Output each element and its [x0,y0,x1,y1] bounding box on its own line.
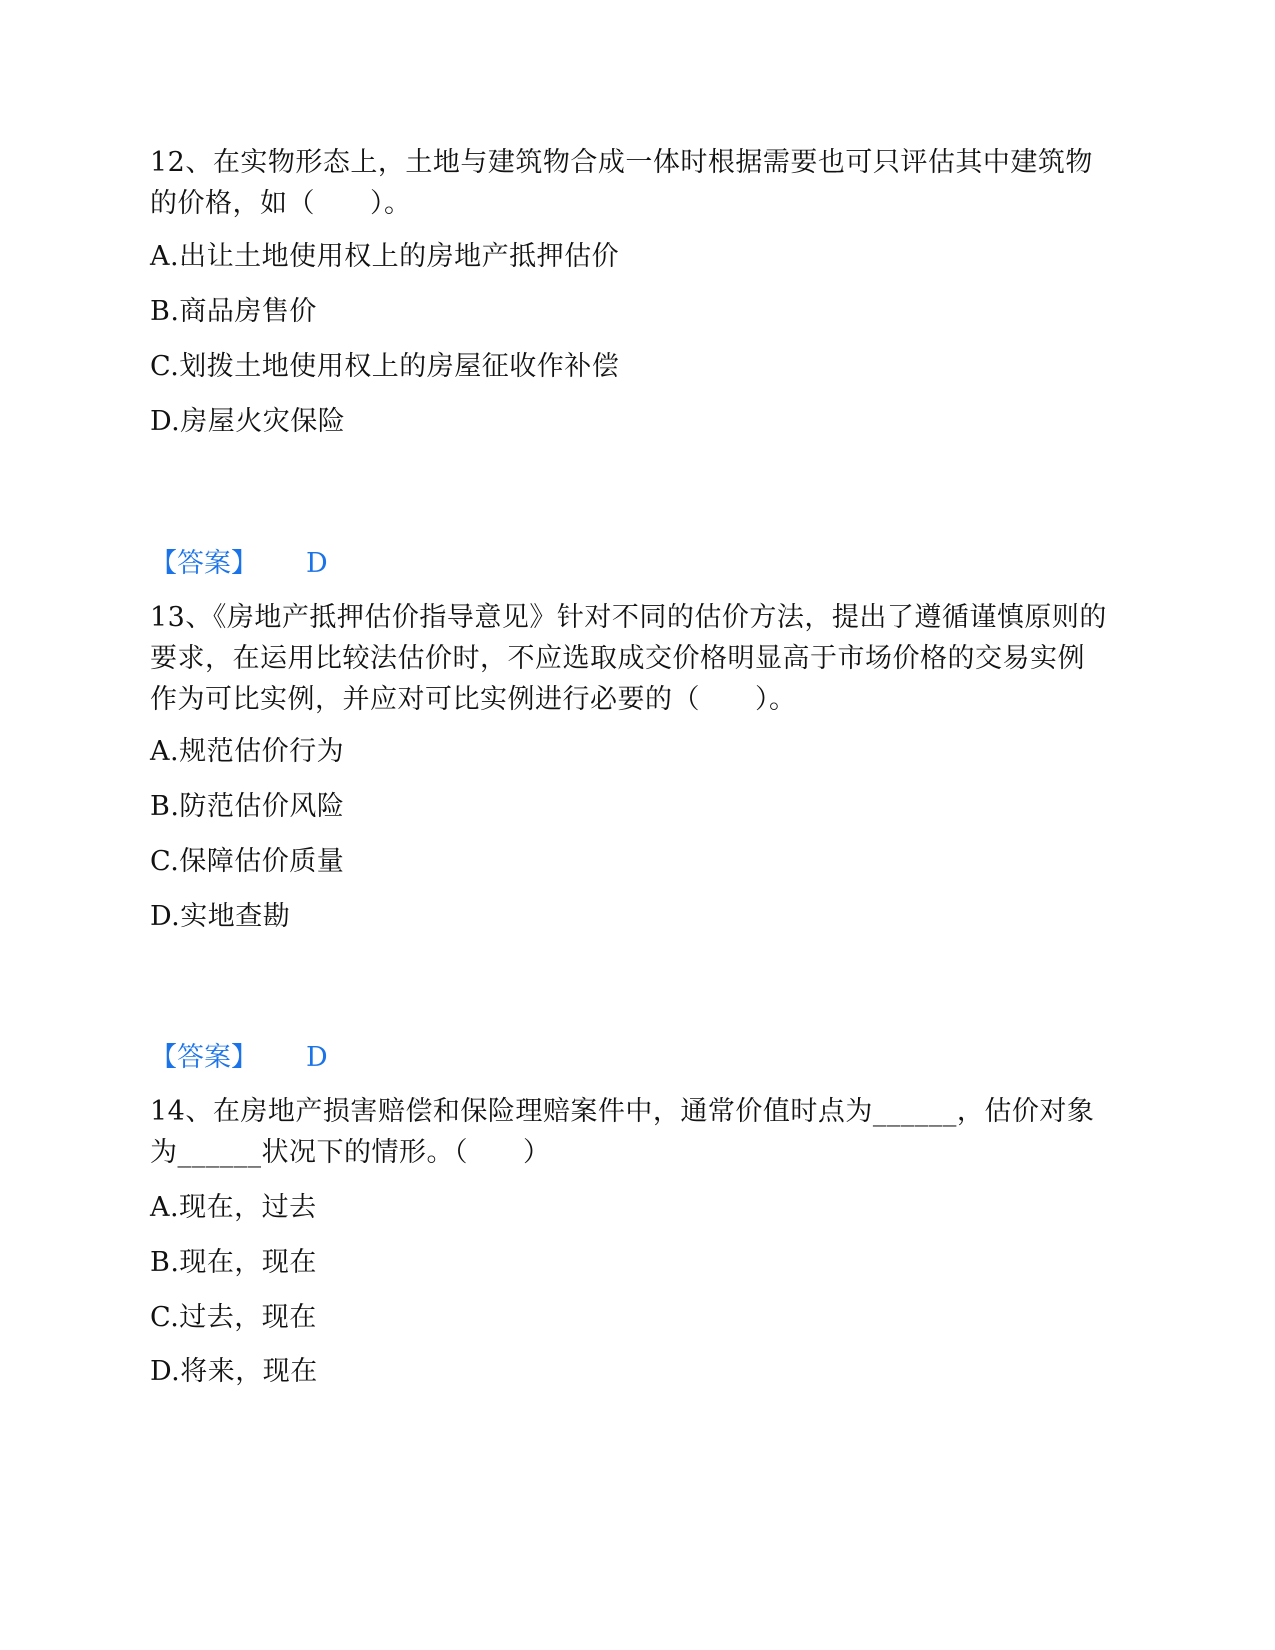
answer-value: D [306,548,328,579]
question-12 [150,142,1110,224]
option-d: D.将来，现在 [150,1356,318,1387]
option-b: B.商品房售价 [150,296,317,327]
answer-label: 【答案】 [150,1042,258,1073]
option-a: A.出让土地使用权上的房地产抵押估价 [150,241,620,272]
question-12-option-a [150,236,1110,277]
option-b: B.现在，现在 [150,1247,317,1278]
option-d: D.实地查勘 [150,901,291,932]
answer-12 [150,546,328,582]
option-a: A.现在，过去 [150,1192,317,1223]
question-12-option-d [150,401,1110,442]
question-13-option-a [150,731,1110,772]
question-14-option-c [150,1297,1110,1338]
answer-13 [150,1040,328,1076]
question-13 [150,597,1110,720]
question-14-option-d [150,1351,1110,1392]
question-stem: 12、在实物形态上，土地与建筑物合成一体时根据需要也可只评估其中建筑物的价格，如（ ）。 [150,147,1093,219]
question-stem: 13、《房地产抵押估价指导意见》针对不同的估价方法，提出了遵循谨慎原则的要求，在运用比较法估价时，不应选取成交价格明显高于市场价格的交易实例作为可比实例，并应对可比实例进行必要的（ ）。 [150,602,1107,715]
question-14-option-b [150,1242,1110,1283]
option-c: C.划拨土地使用权上的房屋征收作补偿 [150,351,620,382]
question-13-option-c [150,841,1110,882]
option-a: A.规范估价行为 [150,736,345,767]
question-14-option-a [150,1187,1110,1228]
option-b: B.防范估价风险 [150,791,345,822]
question-13-option-d [150,896,1110,937]
option-c: C.过去，现在 [150,1302,317,1333]
answer-value: D [306,1042,328,1073]
option-c: C.保障估价质量 [150,846,345,877]
question-13-option-b [150,786,1110,827]
question-stem: 14、在房地产损害赔偿和保险理赔案件中，通常价值时点为______，估价对象为______状况下的情形。（ ） [150,1096,1095,1168]
question-12-option-c [150,346,1110,387]
question-14 [150,1091,1110,1173]
answer-label: 【答案】 [150,548,258,579]
question-12-option-b [150,291,1110,332]
option-d: D.房屋火灾保险 [150,406,346,437]
